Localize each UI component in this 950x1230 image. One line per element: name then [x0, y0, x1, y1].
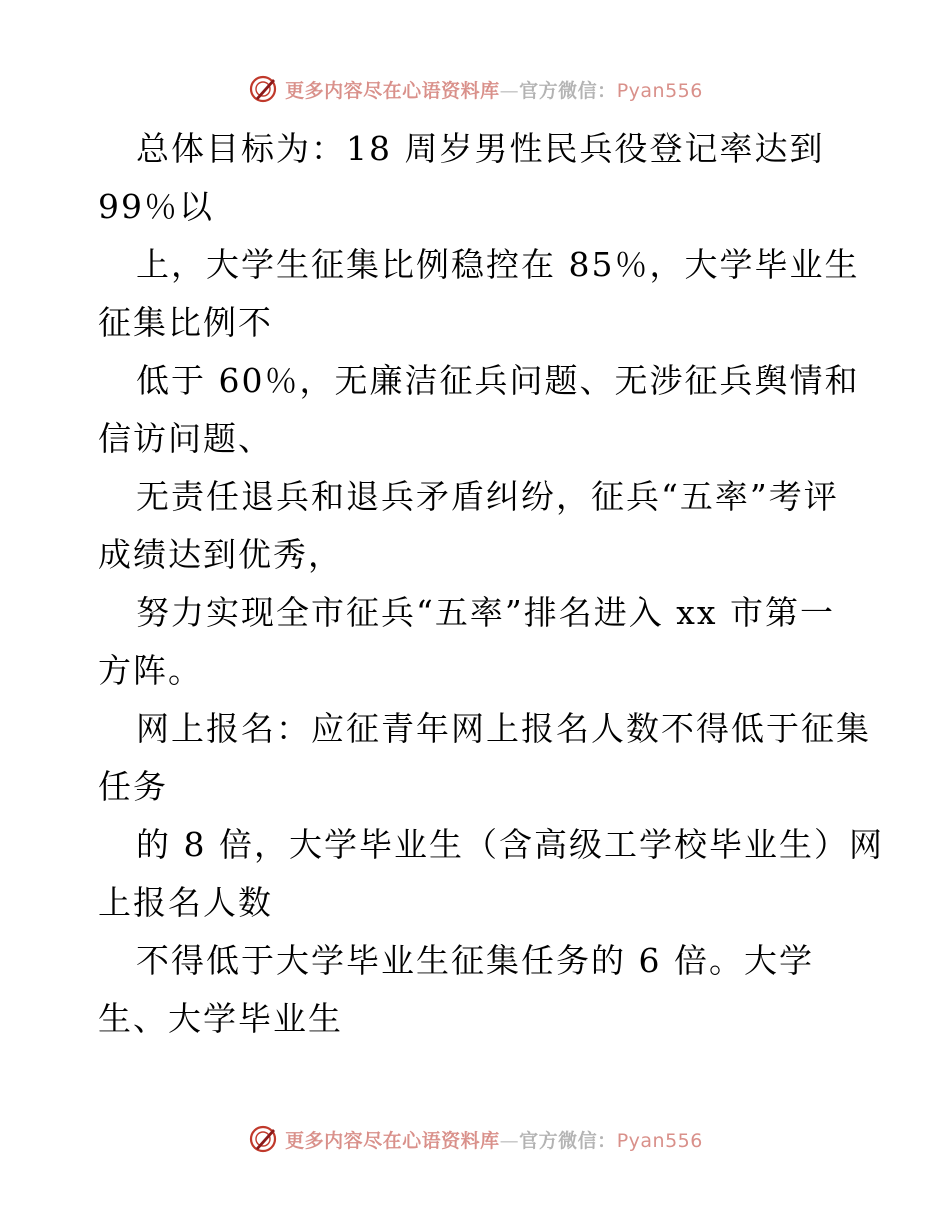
text-line: 生、大学毕业生 — [98, 999, 343, 1038]
text-line: 成绩达到优秀， — [98, 535, 343, 574]
text-line: 努力实现全市征兵“五率”排名进入 xx 市第一 — [136, 593, 835, 632]
pen-logo-icon — [247, 73, 279, 105]
header-watermark — [0, 72, 950, 106]
text-line: 上，大学生征集比例稳控在 85％，大学毕业生 — [136, 245, 860, 284]
text-line: 99％以 — [98, 187, 214, 226]
watermark-text: 更多内容尽在心语资料库—官方微信：Pyan556 — [285, 1129, 703, 1152]
text-line: 的 8 倍，大学毕业生（含高级工学校毕业生）网 — [136, 825, 884, 864]
footer-watermark — [0, 1122, 950, 1156]
text-line: 方阵。 — [98, 651, 203, 690]
text-line: 总体目标为：18 周岁男性民兵役登记率达到 — [136, 129, 825, 168]
text-line: 低于 60％，无廉洁征兵问题、无涉征兵舆情和 — [136, 361, 860, 400]
text-line: 征集比例不 — [98, 303, 273, 342]
document-body — [98, 120, 884, 1048]
pen-logo-icon — [247, 1123, 279, 1155]
text-line: 网上报名：应征青年网上报名人数不得低于征集 — [136, 709, 871, 748]
text-line: 不得低于大学毕业生征集任务的 6 倍。大学 — [136, 941, 814, 980]
text-line: 信访问题、 — [98, 419, 273, 458]
text-line: 无责任退兵和退兵矛盾纠纷，征兵“五率”考评 — [136, 477, 839, 516]
watermark-text: 更多内容尽在心语资料库—官方微信：Pyan556 — [285, 79, 703, 102]
text-line: 上报名人数 — [98, 883, 273, 922]
text-line: 任务 — [98, 767, 168, 806]
